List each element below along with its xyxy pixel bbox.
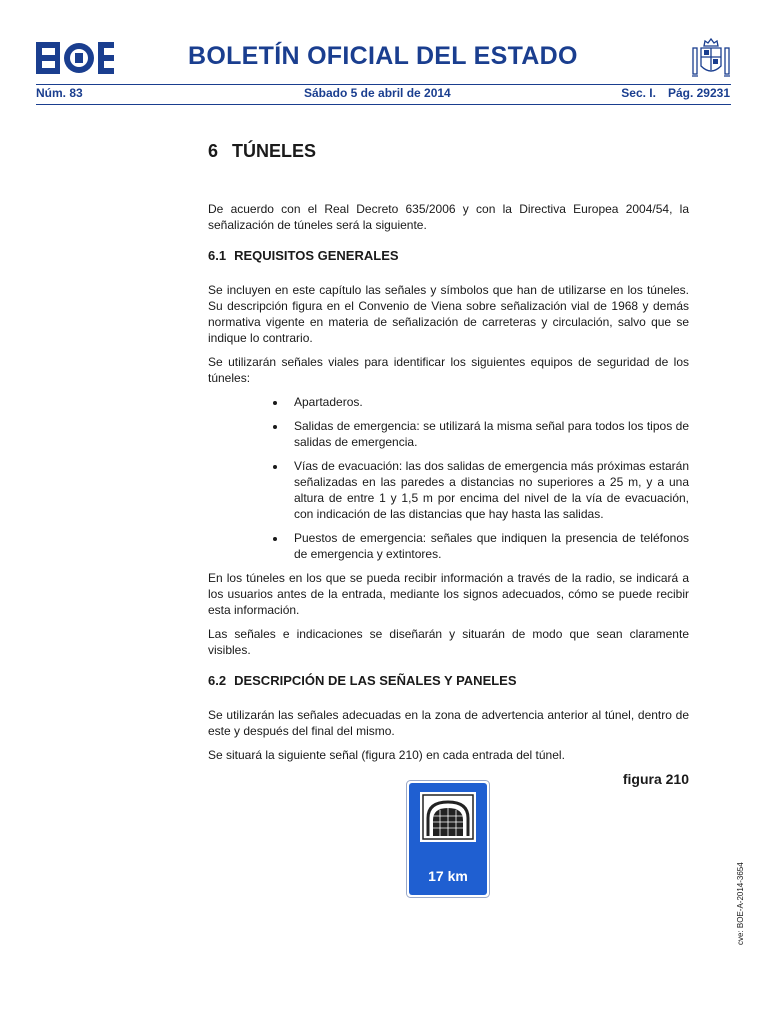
document-body xyxy=(208,138,689,801)
paragraph: Se incluyen en este capítulo las señales y símbolos que han de utilizarse en los túneles. Su descripción figura en el Convenio de Viena sobre señalización vial de 1968 y demás normativa vigente en materia de señalización de carreteras y circulación, salvo que se indique lo contrario. xyxy=(208,283,689,345)
paragraph: En los túneles en los que se pueda recibir información a través de la radio, se indicará a los usuarios antes de la entrada, mediante los signos adecuados, cómo se puede recibir esta información. xyxy=(208,571,689,617)
list-item: Salidas de emergencia: se utilizará la misma señal para todos los tipos de salidas de emergencia. xyxy=(294,419,689,449)
subsection-1-title: REQUISITOS GENERALES xyxy=(234,248,399,263)
paragraph: Se situará la siguiente señal (figura 210) en cada entrada del túnel. xyxy=(208,748,565,762)
tunnel-sign xyxy=(406,780,490,898)
header-rule-bottom xyxy=(36,104,731,105)
coat-of-arms-icon xyxy=(690,36,732,80)
list-item: Apartaderos. xyxy=(294,394,689,410)
boe-logo xyxy=(36,42,114,74)
subsection-2-title: DESCRIPCIÓN DE LAS SEÑALES Y PANELES xyxy=(234,673,517,688)
paragraph: Se utilizarán las señales adecuadas en la zona de advertencia anterior al túnel, dentro de este y después del final del mismo. xyxy=(208,708,689,738)
sign-distance: 17 km xyxy=(428,868,468,884)
safety-equipment-list xyxy=(208,394,689,562)
cve-code: cve: BOE-A-2014-3654 xyxy=(736,862,745,945)
section-page xyxy=(609,86,730,100)
paragraph: Las señales e indicaciones se diseñarán y situarán de modo que sean claramente visibles. xyxy=(208,627,689,657)
header-rule-top xyxy=(36,84,731,85)
paragraph: Se utilizarán señales viales para identificar los siguientes equipos de seguridad de los túneles: xyxy=(208,355,689,385)
masthead-title: BOLETÍN OFICIAL DEL ESTADO xyxy=(188,42,578,70)
section-number: 6 xyxy=(208,141,219,161)
figure-label: figura 210 xyxy=(622,771,689,787)
issue-number: Núm. 83 xyxy=(36,86,83,100)
subsection-1-heading xyxy=(208,248,689,264)
list-item: Vías de evacuación: las dos salidas de emergencia más próximas estarán señalizadas en las paredes a distancias no superiores a 25 m, y a una altura de entre 1 y 1,5 m por encima del nivel de la vía de evacuación, con indicación de las distancias que hay hasta las salidas. xyxy=(294,459,689,521)
section-heading xyxy=(208,143,689,159)
page-number: Pág. 29231 xyxy=(667,86,730,100)
intro-paragraph: De acuerdo con el Real Decreto 635/2006 y con la Directiva Europea 2004/54, la señalización de túneles será la siguiente. xyxy=(208,202,689,232)
subsection-1-number: 6.1 xyxy=(208,248,227,263)
list-item: Puestos de emergencia: señales que indiquen la presencia de teléfonos de emergencia y extintores. xyxy=(294,531,689,561)
section-label: Sec. I. xyxy=(621,86,656,100)
subsection-2-heading xyxy=(208,673,689,689)
section-title: TÚNELES xyxy=(232,141,317,161)
subsection-2-number: 6.2 xyxy=(208,673,227,688)
publication-date: Sábado 5 de abril de 2014 xyxy=(304,86,451,100)
